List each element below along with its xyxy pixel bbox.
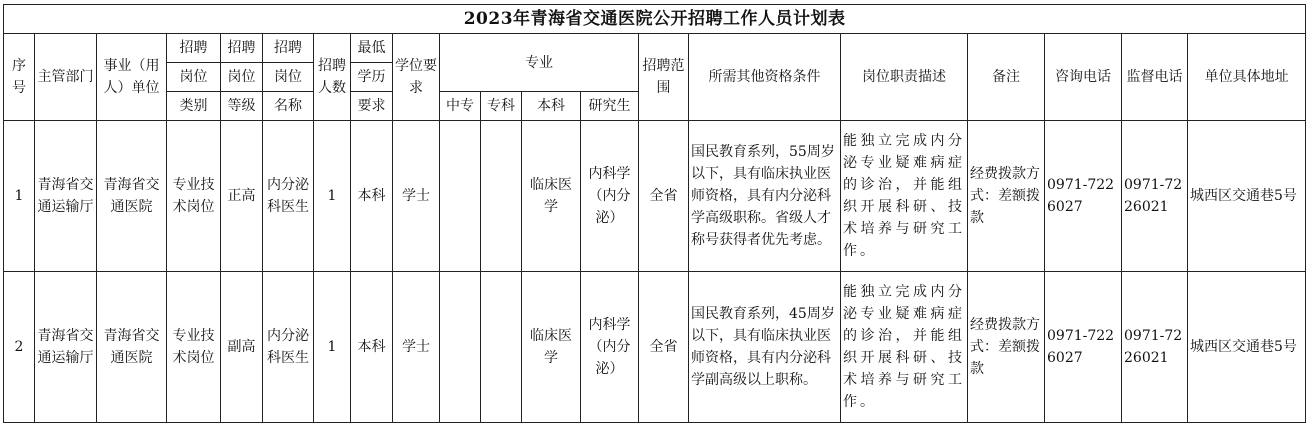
cell-degree: 学士 xyxy=(393,121,440,272)
cell-other-req: 国民教育系列，55周岁以下，具有临床执业医师资格，具有内分泌科学高级职称。省级人才称号获得者优先考虑。 xyxy=(689,121,841,272)
cell-count: 1 xyxy=(314,121,351,272)
cell-unit: 青海省交通医院 xyxy=(97,121,167,272)
cell-benke: 临床医学 xyxy=(522,272,581,423)
header-scope: 招聘范围 xyxy=(639,34,689,121)
header-min-edu: 要求 xyxy=(351,92,393,121)
cell-seq: 1 xyxy=(4,121,35,272)
cell-post-type: 专业技术岗位 xyxy=(167,121,221,272)
header-post-type: 类别 xyxy=(167,92,221,121)
cell-duty: 能独立完成内分泌专业疑难病症的诊治，并能组织开展科研、技术培养与研究工作。 xyxy=(841,121,968,272)
cell-post-level: 副高 xyxy=(221,272,263,423)
cell-zhongzhuan xyxy=(440,121,481,272)
header-post-name: 名称 xyxy=(263,92,314,121)
header-address: 单位具体地址 xyxy=(1188,34,1306,121)
header-post-level: 等级 xyxy=(221,92,263,121)
cell-other-req: 国民教育系列，45周岁以下，具有临床执业医师资格，具有内分泌科学副高级以上职称。 xyxy=(689,272,841,423)
cell-scope: 全省 xyxy=(639,272,689,423)
header-major-zhongzhuan: 中专 xyxy=(440,92,481,121)
header-post-level: 岗位 xyxy=(221,63,263,92)
header-post-type: 招聘 xyxy=(167,34,221,63)
cell-duty: 能独立完成内分泌专业疑难病症的诊治，并能组织开展科研、技术培养与研究工作。 xyxy=(841,272,968,423)
cell-supervise-phone: 0971-7226021 xyxy=(1122,121,1188,272)
cell-address: 城西区交通巷5号 xyxy=(1188,121,1306,272)
header-count: 招聘人数 xyxy=(314,34,351,121)
table-row xyxy=(4,272,1306,423)
header-min-edu: 学历 xyxy=(351,63,393,92)
header-post-level: 招聘 xyxy=(221,34,263,63)
header-major-zhuanke: 专科 xyxy=(481,92,522,121)
cell-address: 城西区交通巷5号 xyxy=(1188,272,1306,423)
header-consult-phone: 咨询电话 xyxy=(1045,34,1122,121)
header-dept: 主管部门 xyxy=(35,34,97,121)
cell-benke: 临床医学 xyxy=(522,121,581,272)
cell-post-level: 正高 xyxy=(221,121,263,272)
cell-yanjiusheng: 内科学（内分泌） xyxy=(581,272,639,423)
header-unit: 事业（用人）单位 xyxy=(97,34,167,121)
cell-scope: 全省 xyxy=(639,121,689,272)
cell-zhuanke xyxy=(481,272,522,423)
cell-min-edu: 本科 xyxy=(351,272,393,423)
cell-count: 1 xyxy=(314,272,351,423)
header-major: 专业 xyxy=(440,34,639,92)
table-row xyxy=(4,121,1306,272)
cell-post-name: 内分泌科医生 xyxy=(263,272,314,423)
cell-post-name: 内分泌科医生 xyxy=(263,121,314,272)
table-title: 2023年青海省交通医院公开招聘工作人员计划表 xyxy=(4,5,1306,34)
cell-consult-phone: 0971-7226027 xyxy=(1045,121,1122,272)
cell-post-type: 专业技术岗位 xyxy=(167,272,221,423)
cell-min-edu: 本科 xyxy=(351,121,393,272)
cell-zhuanke xyxy=(481,121,522,272)
header-major-benke: 本科 xyxy=(522,92,581,121)
cell-dept: 青海省交通运输厅 xyxy=(35,272,97,423)
cell-degree: 学士 xyxy=(393,272,440,423)
header-min-edu: 最低 xyxy=(351,34,393,63)
cell-yanjiusheng: 内科学（内分泌） xyxy=(581,121,639,272)
cell-supervise-phone: 0971-7226021 xyxy=(1122,272,1188,423)
header-duty: 岗位职责描述 xyxy=(841,34,968,121)
cell-note: 经费拨款方式：差额拨款 xyxy=(968,121,1045,272)
cell-seq: 2 xyxy=(4,272,35,423)
header-post-type: 岗位 xyxy=(167,63,221,92)
cell-note: 经费拨款方式：差额拨款 xyxy=(968,272,1045,423)
header-supervise-phone: 监督电话 xyxy=(1122,34,1188,121)
header-post-name: 岗位 xyxy=(263,63,314,92)
header-major-yanjiusheng: 研究生 xyxy=(581,92,639,121)
cell-dept: 青海省交通运输厅 xyxy=(35,121,97,272)
header-other-req: 所需其他资格条件 xyxy=(689,34,841,121)
header-note: 备注 xyxy=(968,34,1045,121)
recruitment-plan-table xyxy=(3,4,1306,423)
header-post-name: 招聘 xyxy=(263,34,314,63)
cell-consult-phone: 0971-7226027 xyxy=(1045,272,1122,423)
header-degree: 学位要求 xyxy=(393,34,440,121)
header-seq: 序号 xyxy=(4,34,35,121)
cell-zhongzhuan xyxy=(440,272,481,423)
cell-unit: 青海省交通医院 xyxy=(97,272,167,423)
